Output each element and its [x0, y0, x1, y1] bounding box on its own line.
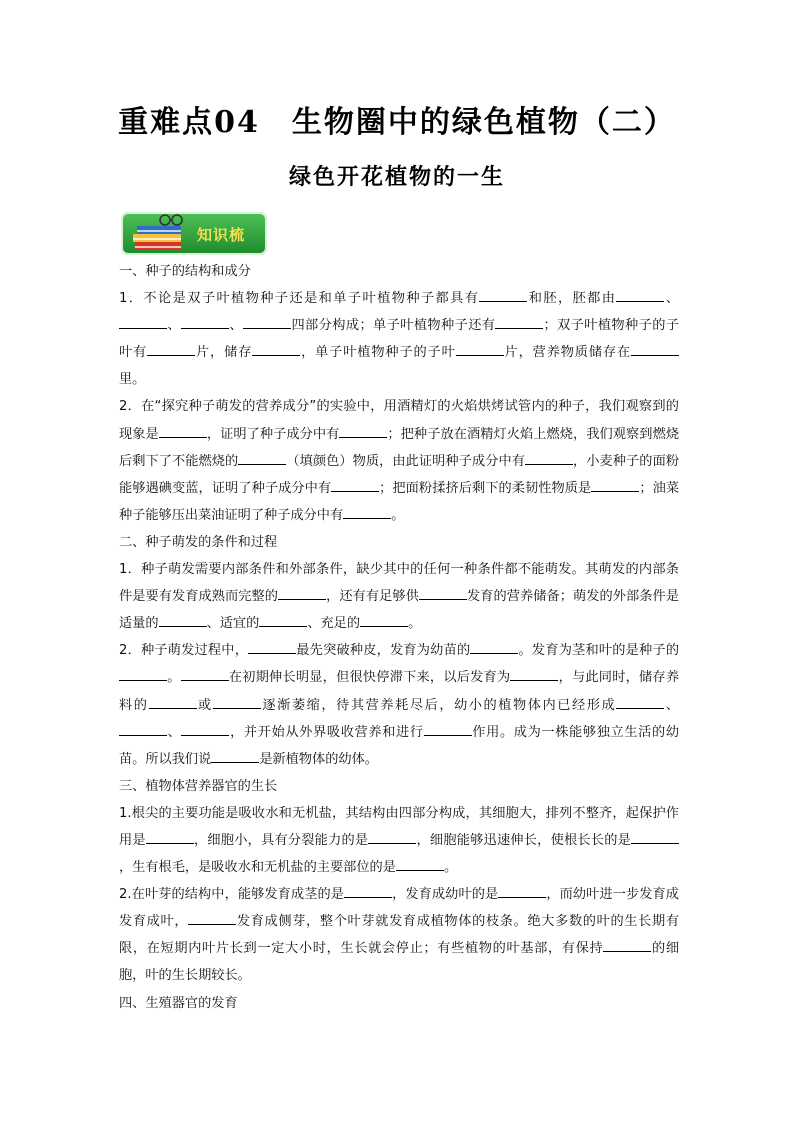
paragraph: 2.在叶芽的结构中，能够发育成茎的是 ，发育成幼叶的是 ，而幼叶进一步发育成发育成叶， 发育成侧芽，整个叶芽就发育成植物体的枝条。绝大多数的叶的生长期有限，在短期内叶片长到一定大小时，生长就会停止；有些植物的叶基部，有保持 的细胞，叶的生长期较长。: [119, 881, 679, 989]
answer-blank[interactable]: [211, 747, 259, 763]
answer-blank[interactable]: [360, 611, 408, 627]
page-title: 重难点04 生物圈中的绿色植物（二）: [118, 105, 676, 140]
books-icon: [125, 212, 195, 255]
answer-blank[interactable]: [146, 828, 194, 844]
answer-blank[interactable]: [339, 422, 387, 438]
section-heading: 一、种子的结构和成分: [119, 264, 251, 279]
answer-blank[interactable]: [252, 340, 300, 356]
answer-blank[interactable]: [616, 286, 664, 302]
section-heading: 二、种子萌发的条件和过程: [119, 534, 278, 550]
answer-blank[interactable]: [470, 638, 518, 654]
answer-blank[interactable]: [495, 313, 543, 329]
answer-blank[interactable]: [603, 936, 651, 952]
answer-blank[interactable]: [248, 638, 296, 654]
answer-blank[interactable]: [343, 503, 391, 519]
answer-blank[interactable]: [396, 855, 444, 871]
answer-blank[interactable]: [479, 286, 527, 302]
answer-blank[interactable]: [188, 909, 236, 925]
answer-blank[interactable]: [278, 584, 326, 600]
answer-blank[interactable]: [498, 882, 546, 898]
section-heading: 三、植物体营养器官的生长: [119, 778, 278, 794]
answer-blank[interactable]: [119, 665, 167, 681]
answer-blank[interactable]: [456, 340, 504, 356]
paragraph: 1．种子萌发需要内部条件和外部条件，缺少其中的任何一种条件都不能萌发。其萌发的内部条件是要有发育成熟而完整的 ，还有有足够供 发育的营养储备；萌发的外部条件是适量的 、适宜的 、充足的 。: [119, 562, 680, 632]
answer-blank[interactable]: [243, 313, 291, 329]
paragraph: 2．在“探究种子萌发的营养成分”的实验中，用酒精灯的火焰烘烤试管内的种子，我们观察到的现象是 ，证明了种子成分中有 ；把种子放在酒精灯火焰上燃烧，我们观察到燃烧后剩下了不能燃烧的 （填颜色）物质，由此证明种子成分中有 ，小麦种子的面粉能够遇碘变蓝，证明了种子成分中有 ；把面粉揉挤后剩下的柔韧性物质是 ；油菜种子能够压出菜油证明了种子成分中有 。: [119, 399, 680, 523]
answer-blank[interactable]: [424, 720, 472, 736]
answer-blank[interactable]: [238, 449, 286, 465]
answer-blank[interactable]: [631, 828, 679, 844]
answer-blank[interactable]: [591, 476, 639, 492]
answer-blank[interactable]: [525, 449, 573, 465]
paragraph: 1．不论是双子叶植物种子还是和单子叶植物种子都具有 和胚，胚都由 、、 、 四部分构成；单子叶植物种子还有 ；双子叶植物种子的子叶有 片，储存 ，单子叶植物种子的子叶 片，营养物质储存在里。: [119, 285, 679, 393]
answer-blank[interactable]: [159, 422, 207, 438]
page-subtitle: 绿色开花植物的一生: [288, 164, 505, 190]
answer-blank[interactable]: [149, 693, 197, 709]
answer-blank[interactable]: [181, 313, 229, 329]
section-heading: 四、生殖器官的发育: [119, 995, 238, 1011]
knowledge-badge: [121, 212, 267, 255]
answer-blank[interactable]: [331, 476, 379, 492]
answer-blank[interactable]: [159, 611, 207, 627]
answer-blank[interactable]: [119, 313, 167, 329]
badge-label: 知识梳: [197, 226, 246, 244]
answer-blank[interactable]: [259, 611, 307, 627]
answer-blank[interactable]: [631, 340, 679, 356]
paragraph: 1.根尖的主要功能是吸收水和无机盐，其结构由四部分构成，其细胞大，排列不整齐，起保护作用是 ，细胞小，具有分裂能力的是 ，细胞能够迅速伸长，使根长长的是，生有根毛，是吸收水和无机盐的主要部位的是 。: [119, 805, 679, 876]
answer-blank[interactable]: [181, 720, 229, 736]
answer-blank[interactable]: [181, 665, 229, 681]
answer-blank[interactable]: [510, 665, 558, 681]
answer-blank[interactable]: [147, 340, 195, 356]
answer-blank[interactable]: [344, 882, 392, 898]
content-body: [119, 258, 679, 1017]
paragraph: 2．种子萌发过程中， 最先突破种皮，发育为幼苗的 。发育为茎和叶的是种子的。 在初期伸长明显，但很快停滞下来，以后发育为 ，与此同时，储存养料的 或 逐渐萎缩，待其营养耗尽后，幼小的植物体内已经形成 、、 ，并开始从外界吸收营养和进行 作用。成为一株能够独立生活的幼苗。所以我们说 是新植物体的幼体。: [119, 637, 679, 772]
answer-blank[interactable]: [213, 693, 261, 709]
answer-blank[interactable]: [119, 720, 167, 736]
answer-blank[interactable]: [368, 828, 416, 844]
answer-blank[interactable]: [419, 584, 467, 600]
answer-blank[interactable]: [616, 693, 664, 709]
